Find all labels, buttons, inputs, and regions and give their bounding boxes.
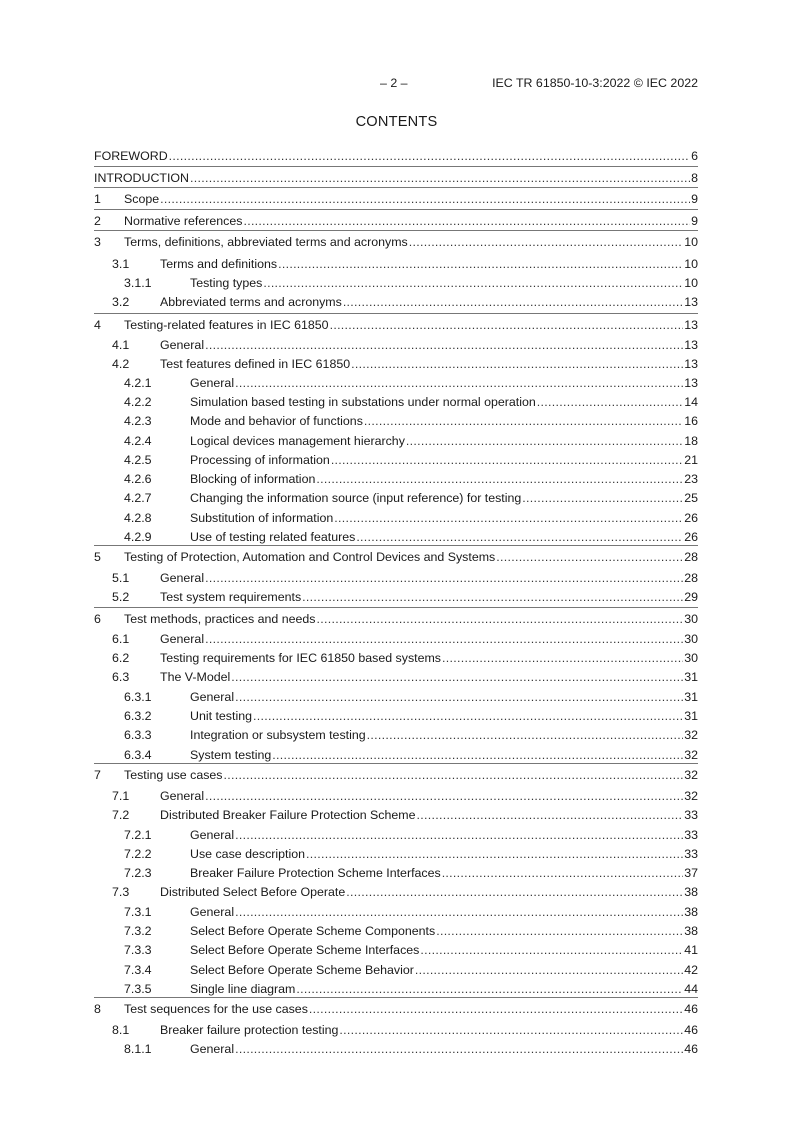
dot-leader	[316, 612, 683, 627]
toc-entry-number: 6.1	[112, 632, 130, 646]
toc-entry[interactable]	[94, 824, 698, 843]
dot-leader	[537, 395, 683, 410]
toc-entry-number: 4.2.9	[124, 530, 152, 544]
toc-entry-number: 6.3.4	[124, 748, 152, 762]
toc-entry-title: Substitution of information	[190, 511, 334, 525]
toc-entry[interactable]	[94, 920, 698, 939]
toc-entry-number: 3.2	[112, 295, 130, 309]
toc-entry-number: 6.3.2	[124, 709, 152, 723]
dot-leader	[331, 453, 683, 468]
toc-entry-title: Testing requirements for IEC 61850 based systems	[160, 651, 441, 665]
toc-entry[interactable]	[94, 430, 698, 449]
toc-entry-page: 10	[684, 276, 698, 290]
toc-entry[interactable]	[94, 291, 698, 310]
toc-entry-page: 13	[684, 357, 698, 371]
toc-entry-number: 7.2.2	[124, 847, 152, 861]
toc-entry-number: 5	[94, 550, 101, 564]
toc-entry-number: 6.3.3	[124, 728, 152, 742]
toc-entry-page: 31	[684, 670, 698, 684]
toc-entry[interactable]	[94, 785, 698, 804]
dot-leader	[302, 590, 683, 605]
toc-entry-number: 4.1	[112, 338, 130, 352]
toc-entry-number: 8.1.1	[124, 1042, 152, 1056]
toc-entry-page: 9	[691, 214, 698, 228]
toc-entry-title: Distributed Select Before Operate	[160, 885, 346, 899]
toc-entry-number: 7.3.1	[124, 905, 152, 919]
toc-entry-number: 2	[94, 214, 101, 228]
toc-entry-number: 4.2.2	[124, 395, 152, 409]
dot-leader	[224, 768, 684, 783]
dot-leader	[235, 690, 683, 705]
toc-entry-title: Abbreviated terms and acronyms	[160, 295, 342, 309]
toc-entry-number: 3.1.1	[124, 276, 152, 290]
toc-entry-title: General	[160, 789, 205, 803]
toc-entry-number: 4.2.5	[124, 453, 152, 467]
toc-entry-title: Scope	[124, 192, 160, 206]
dot-leader	[417, 808, 684, 823]
toc-entry-title: General	[160, 632, 205, 646]
toc-entry-number: 7.3.5	[124, 982, 152, 996]
toc-entry-number: 4.2.8	[124, 511, 152, 525]
toc-entry-page: 28	[684, 550, 698, 564]
toc-entry[interactable]	[94, 1019, 698, 1038]
toc-entry-number: 7.3.4	[124, 963, 152, 977]
toc-entry[interactable]	[94, 545, 698, 565]
toc-entry[interactable]	[94, 666, 698, 685]
toc-entry[interactable]	[94, 145, 698, 164]
toc-entry[interactable]	[94, 901, 698, 920]
toc-entry[interactable]	[94, 763, 698, 783]
toc-entry[interactable]	[94, 230, 698, 250]
toc-entry-title: General	[190, 828, 235, 842]
toc-entry[interactable]	[94, 862, 698, 881]
toc-entry-number: 6.3	[112, 670, 130, 684]
toc-entry-title: System testing	[190, 748, 272, 762]
toc-entry[interactable]	[94, 744, 698, 763]
toc-entry-title: Select Before Operate Scheme Interfaces	[190, 943, 420, 957]
page-number: – 2 –	[380, 76, 408, 90]
toc-entry-title: Testing-related features in IEC 61850	[124, 318, 329, 332]
toc-entry[interactable]	[94, 166, 698, 186]
toc-entry[interactable]	[94, 334, 698, 353]
toc-entry-title: General	[190, 376, 235, 390]
toc-entry[interactable]	[94, 410, 698, 429]
toc-entry-title: General	[190, 1042, 235, 1056]
dot-leader	[235, 376, 683, 391]
toc-entry-title: Mode and behavior of functions	[190, 414, 363, 428]
dot-leader	[296, 982, 683, 997]
toc-entry-page: 46	[684, 1002, 698, 1016]
dot-leader	[364, 414, 683, 429]
toc-entry-page: 31	[684, 690, 698, 704]
dot-leader	[205, 571, 683, 586]
toc-entry-title: Blocking of information	[190, 472, 316, 486]
toc-entry[interactable]	[94, 586, 698, 605]
toc-entry[interactable]	[94, 449, 698, 468]
toc-entry[interactable]	[94, 313, 698, 333]
toc-entry[interactable]	[94, 253, 698, 272]
toc-entry-title: Use case description	[190, 847, 306, 861]
toc-entry[interactable]	[94, 705, 698, 724]
dot-leader	[205, 338, 683, 353]
toc-entry[interactable]	[94, 468, 698, 487]
toc-entry-page: 13	[684, 338, 698, 352]
toc-entry-page: 16	[684, 414, 698, 428]
document-reference: IEC TR 61850-10-3:2022 © IEC 2022	[492, 76, 698, 90]
dot-leader	[522, 491, 683, 506]
toc-entry-page: 32	[684, 789, 698, 803]
toc-entry-title: General	[160, 338, 205, 352]
toc-entry-title: General	[190, 690, 235, 704]
dot-leader	[415, 963, 683, 978]
toc-entry-title: Processing of information	[190, 453, 330, 467]
toc-entry-page: 38	[684, 885, 698, 899]
toc-entry-title: Breaker Failure Protection Scheme Interfaces	[190, 866, 441, 880]
toc-entry-page: 26	[684, 530, 698, 544]
toc-entry-number: 4.2.7	[124, 491, 152, 505]
dot-leader	[263, 276, 683, 291]
toc-entry-page: 13	[684, 295, 698, 309]
toc-entry-page: 46	[684, 1023, 698, 1037]
toc-entry-number: 7.3.3	[124, 943, 152, 957]
toc-entry[interactable]	[94, 843, 698, 862]
toc-entry-page: 32	[684, 768, 698, 782]
dot-leader	[346, 885, 683, 900]
toc-entry-page: 29	[684, 590, 698, 604]
dot-leader	[406, 434, 683, 449]
toc-entry-number: 7.3	[112, 885, 130, 899]
dot-leader	[420, 943, 683, 958]
toc-entry-page: 32	[684, 748, 698, 762]
toc-entry[interactable]	[94, 272, 698, 291]
toc-entry[interactable]	[94, 353, 698, 372]
toc-entry[interactable]	[94, 567, 698, 586]
toc-entry-number: 7	[94, 768, 101, 782]
toc-entry-number: 3	[94, 235, 101, 249]
toc-entry-number: 1	[94, 192, 101, 206]
toc-entry-title: Terms, definitions, abbreviated terms and acronyms	[124, 235, 408, 249]
toc-entry[interactable]	[94, 959, 698, 978]
toc-entry-title: Test features defined in IEC 61850	[160, 357, 351, 371]
toc-entry-page: 30	[684, 612, 698, 626]
toc-entry-title: Distributed Breaker Failure Protection Scheme	[160, 808, 416, 822]
toc-entry-number: 5.2	[112, 590, 130, 604]
toc-entry-page: 13	[684, 376, 698, 390]
toc-entry[interactable]	[94, 1038, 698, 1057]
dot-leader	[442, 866, 684, 881]
toc-entry-page: 28	[684, 571, 698, 585]
toc-entry[interactable]	[94, 978, 698, 997]
toc-entry-number: 7.1	[112, 789, 130, 803]
dot-leader	[278, 257, 683, 272]
toc-entry-page: 30	[684, 632, 698, 646]
toc-entry-title: Test system requirements	[160, 590, 302, 604]
toc-entry-page: 33	[684, 808, 698, 822]
page-header	[94, 76, 698, 92]
toc-entry-title: Terms and definitions	[160, 257, 278, 271]
toc-entry-page: 8	[691, 171, 698, 185]
dot-leader	[205, 789, 683, 804]
toc-entry-number: 4.2.1	[124, 376, 152, 390]
toc-entry[interactable]	[94, 607, 698, 627]
toc-entry-page: 33	[684, 828, 698, 842]
dot-leader	[343, 295, 683, 310]
toc-entry[interactable]	[94, 391, 698, 410]
toc-entry-page: 42	[684, 963, 698, 977]
dot-leader	[334, 511, 683, 526]
toc-entry-number: 6.2	[112, 651, 130, 665]
dot-leader	[442, 651, 683, 666]
toc-entry-title: Simulation based testing in substations under normal operation	[190, 395, 536, 409]
toc-entry-title: INTRODUCTION	[94, 171, 189, 185]
toc-entry-title: Unit testing	[190, 709, 252, 723]
toc-entry-number: 8	[94, 1002, 101, 1016]
toc-entry-title: Testing use cases	[124, 768, 223, 782]
toc-entry-number: 7.2.1	[124, 828, 152, 842]
toc-entry-title: Normative references	[124, 214, 243, 228]
dot-leader	[243, 214, 690, 229]
toc-entry-page: 23	[684, 472, 698, 486]
toc-entry-page: 21	[684, 453, 698, 467]
toc-entry-title: FOREWORD	[94, 149, 168, 163]
dot-leader	[306, 847, 683, 862]
toc-entry-page: 37	[684, 866, 698, 880]
toc-entry-title: Select Before Operate Scheme Components	[190, 924, 436, 938]
toc-entry-page: 6	[691, 149, 698, 163]
toc-entry-page: 13	[684, 318, 698, 332]
toc-entry-number: 3.1	[112, 257, 130, 271]
toc-entry-number: 4.2.3	[124, 414, 152, 428]
toc-entry-title: Use of testing related features	[190, 530, 356, 544]
toc-entry-page: 9	[691, 192, 698, 206]
toc-entry[interactable]	[94, 881, 698, 900]
dot-leader	[231, 670, 683, 685]
toc-entry-title: Select Before Operate Scheme Behavior	[190, 963, 414, 977]
toc-entry-page: 26	[684, 511, 698, 525]
dot-leader	[436, 924, 683, 939]
toc-entry-number: 4	[94, 318, 101, 332]
toc-entry-title: Integration or subsystem testing	[190, 728, 366, 742]
toc-entry-page: 18	[684, 434, 698, 448]
toc-entry[interactable]	[94, 939, 698, 958]
toc-entry-title: The V-Model	[160, 670, 231, 684]
toc-entry-number: 7.2.3	[124, 866, 152, 880]
toc-entry-title: Test methods, practices and needs	[124, 612, 316, 626]
toc-entry-number: 6	[94, 612, 101, 626]
dot-leader	[367, 728, 684, 743]
toc-entry-page: 14	[684, 395, 698, 409]
toc-entry-title: Test sequences for the use cases	[124, 1002, 308, 1016]
toc-entry-page: 30	[684, 651, 698, 665]
toc-entry-page: 46	[684, 1042, 698, 1056]
toc-entry[interactable]	[94, 209, 698, 229]
toc-entry[interactable]	[94, 804, 698, 823]
toc-entry-page: 25	[684, 491, 698, 505]
toc-entry[interactable]	[94, 686, 698, 705]
toc-entry-number: 4.2.6	[124, 472, 152, 486]
toc-entry-title: Testing of Protection, Automation and Control Devices and Systems	[124, 550, 496, 564]
dot-leader	[309, 1002, 683, 1017]
toc-entry-page: 41	[684, 943, 698, 957]
toc-entry-number: 4.2.4	[124, 434, 152, 448]
toc-entry[interactable]	[94, 997, 698, 1017]
dot-leader	[235, 828, 683, 843]
dot-leader	[169, 149, 690, 164]
toc-entry-number: 7.2	[112, 808, 130, 822]
toc-entry-page: 38	[684, 924, 698, 938]
dot-leader	[160, 192, 690, 207]
toc-entry[interactable]	[94, 187, 698, 207]
toc-entry[interactable]	[94, 372, 698, 391]
dot-leader	[356, 530, 683, 545]
dot-leader	[235, 905, 683, 920]
dot-leader	[339, 1023, 683, 1038]
dot-leader	[253, 709, 683, 724]
toc-entry-number: 7.3.2	[124, 924, 152, 938]
toc-entry[interactable]	[94, 724, 698, 743]
dot-leader	[316, 472, 683, 487]
toc-entry-number: 8.1	[112, 1023, 130, 1037]
toc-entry[interactable]	[94, 507, 698, 526]
toc-entry[interactable]	[94, 487, 698, 506]
toc-entry-title: General	[160, 571, 205, 585]
toc-entry-title: Changing the information source (input reference) for testing	[190, 491, 522, 505]
toc-entry-page: 44	[684, 982, 698, 996]
toc-entry-page: 32	[684, 728, 698, 742]
dot-leader	[409, 235, 683, 250]
toc-entry-title: General	[190, 905, 235, 919]
toc-entry-number: 4.2	[112, 357, 130, 371]
toc-entry-title: Single line diagram	[190, 982, 296, 996]
toc-entry-number: 5.1	[112, 571, 130, 585]
toc-entry-page: 10	[684, 235, 698, 249]
toc-entry-title: Testing types	[190, 276, 263, 290]
dot-leader	[496, 550, 683, 565]
toc-entry[interactable]	[94, 526, 698, 545]
toc-entry-page: 31	[684, 709, 698, 723]
toc-entry[interactable]	[94, 628, 698, 647]
toc-entry-number: 6.3.1	[124, 690, 152, 704]
dot-leader	[351, 357, 683, 372]
dot-leader	[235, 1042, 683, 1057]
dot-leader	[330, 318, 684, 333]
dot-leader	[272, 748, 683, 763]
dot-leader	[205, 632, 683, 647]
toc-entry[interactable]	[94, 647, 698, 666]
dot-leader	[190, 171, 690, 186]
toc-entry-page: 38	[684, 905, 698, 919]
toc-entry-title: Breaker failure protection testing	[160, 1023, 339, 1037]
contents-title: CONTENTS	[355, 114, 438, 130]
toc-entry-page: 10	[684, 257, 698, 271]
toc-entry-title: Logical devices management hierarchy	[190, 434, 405, 448]
toc-entry-page: 33	[684, 847, 698, 861]
